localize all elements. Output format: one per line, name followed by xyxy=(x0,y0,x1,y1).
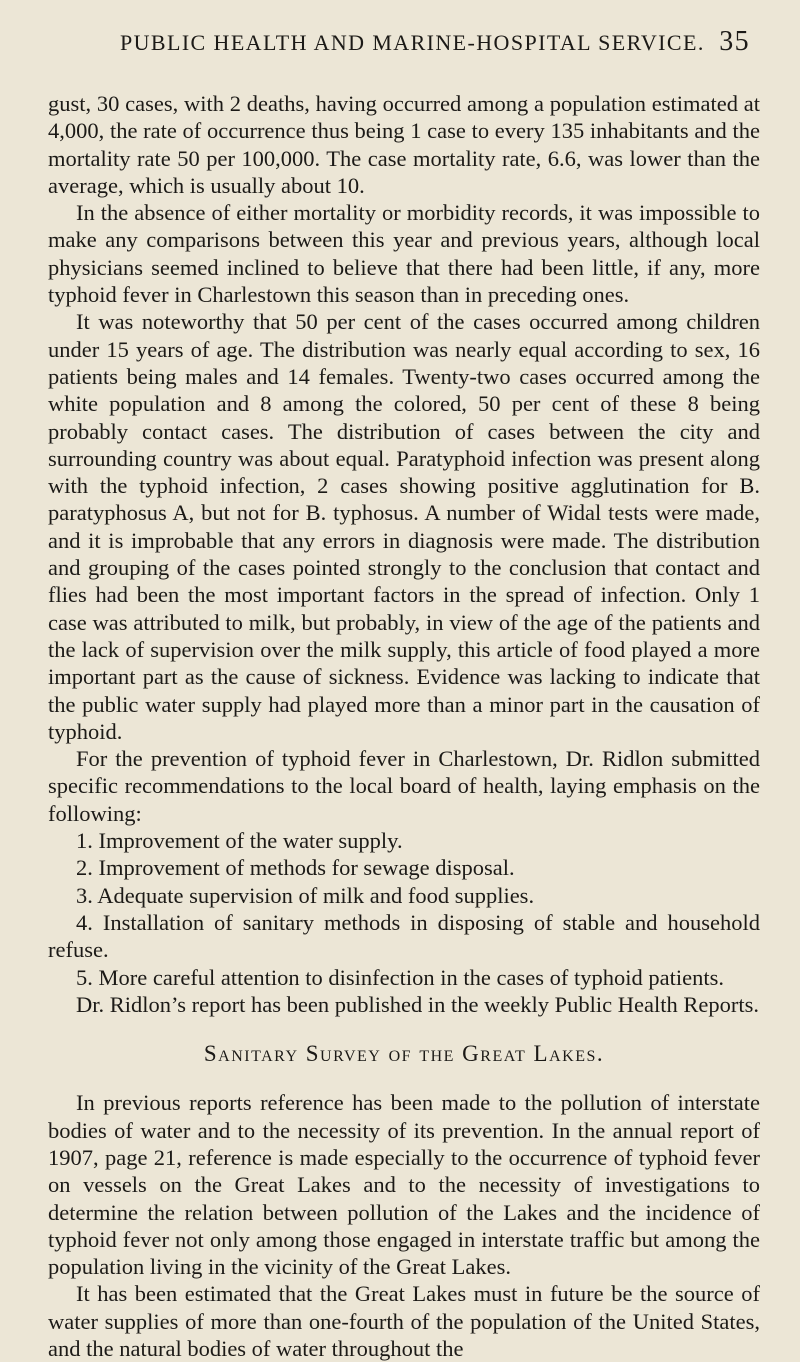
page-number: 35 xyxy=(719,26,750,57)
closing-paragraph: Dr. Ridlon’s report has been published in the weekly Public Health Reports. xyxy=(76,991,760,1017)
paragraph: It was noteworthy that 50 per cent of the cases occurred among children under 15 years of age. The distribution was nearly equal according to sex, 16 patients being males and 14 females. Twenty-two cases occurred among the white population and 8 among the colored, 50 per cent of these 8 being probably contact cases. The distribution of cases between the city and surrounding country was about equal. Paratyphoid infection was present along with the typhoid infection, 2 cases showing positive agglutination for B. paratyphosus A, but not for B. typhosus. A number of Widal tests were made, and it is improbable that any errors in diagnosis were made. The distribution and grouping of the cases pointed strongly to the conclusion that contact and flies had been the most important factors in the spread of infection. Only 1 case was attributed to milk, but probably, in view of the age of the patients and the lack of supervision over the milk supply, this article of food played a more important part as the cause of sickness. Evidence was lacking to indicate that the public water supply had played more than a minor part in the causation of typhoid. xyxy=(48,309,760,744)
paragraph: For the prevention of typhoid fever in Charlestown, Dr. Ridlon submitted specific recommendations to the local board of health, laying emphasis on the following: xyxy=(48,746,760,826)
running-head-title: PUBLIC HEALTH AND MARINE-HOSPITAL SERVICE. xyxy=(120,30,705,55)
paragraph: gust, 30 cases, with 2 deaths, having occurred among a population estimated at 4,000, the rate of occurrence thus being 1 case to every 135 inhabitants and the mortality rate 50 per 100,000. The case mortality rate, 6.6, was lower than the average, which is usually about 10. xyxy=(48,91,760,198)
paragraph: In the absence of either mortality or morbidity records, it was impossible to make any comparisons between this year and previous years, although local physicians seemed inclined to believe that there had been little, if any, more typhoid fever in Charlestown this season than in preceding ones. xyxy=(48,200,760,308)
recommendation-item: 2. Improvement of methods for sewage disposal. xyxy=(76,855,515,881)
recommendation-item: 5. More careful attention to disinfection in the cases of typhoid patients. xyxy=(76,964,724,990)
recommendation-item: 4. Installation of sanitary methods in disposing of stable and household refuse. xyxy=(48,909,760,963)
section-paragraph: It has been estimated that the Great Lakes must in future be the source of water supplies of more than one-fourth of the population of the United States, and the natural bodies of water throughout the xyxy=(48,1281,760,1362)
running-head xyxy=(120,22,760,62)
section-paragraph: In previous reports reference has been made to the pollution of interstate bodies of water and to the necessity of its prevention. In the annual report of 1907, page 21, reference is made especially to the occurrence of typhoid fever on vessels on the Great Lakes and to the necessity of investigations to determine the relation between pollution of the Lakes and the incidence of typhoid fever not only among those engaged in interstate traffic but among the population living in the vicinity of the Great Lakes. xyxy=(48,1090,760,1280)
body-text xyxy=(48,90,760,1362)
section-heading: Sanitary Survey of the Great Lakes. xyxy=(203,1041,605,1067)
recommendation-item: 1. Improvement of the water supply. xyxy=(76,828,403,854)
recommendation-item: 3. Adequate supervision of milk and food supplies. xyxy=(76,882,535,908)
